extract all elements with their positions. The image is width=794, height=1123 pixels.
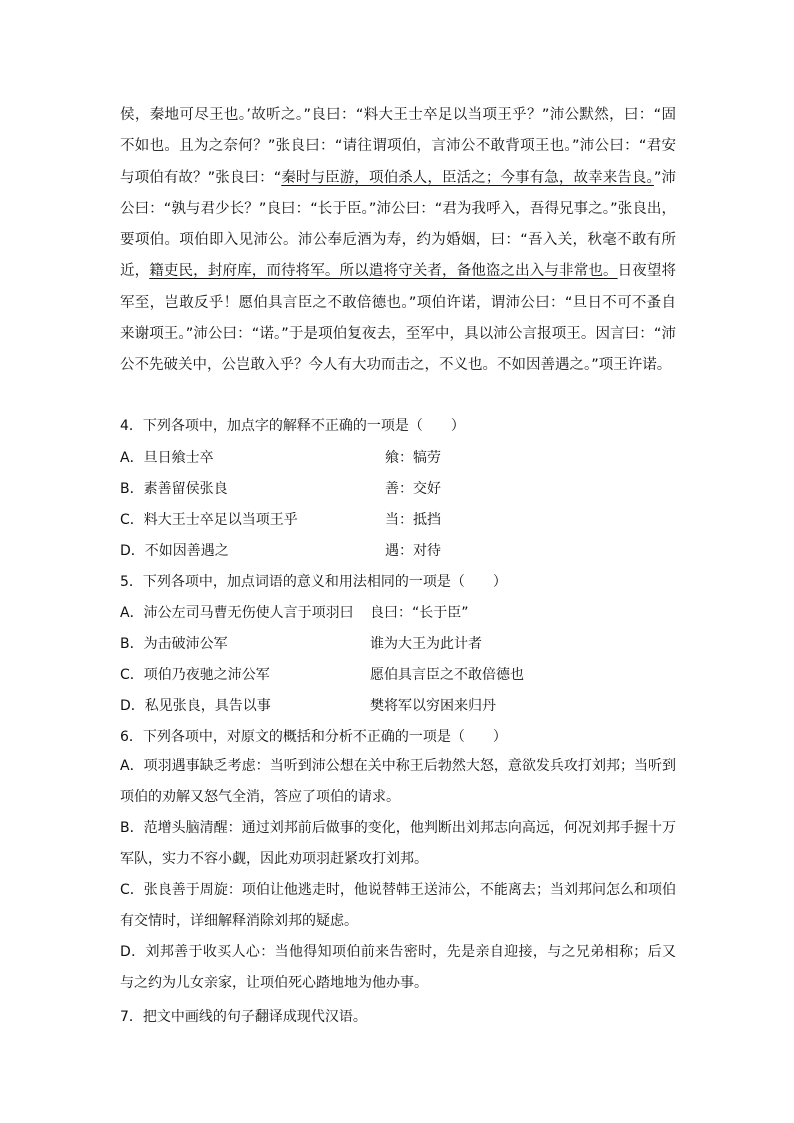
option-left-text: C．料大王士卒足以当项王乎 [120,512,298,528]
question-5-option-c [120,664,524,684]
option-right-text: 樊将军以穷困来归丹 [370,698,496,714]
option-left-text: C．项伯乃夜驰之沛公军 [120,667,270,683]
underlined-sentence-2: 籍吏民，封府库，而待将军。所以遣将守关者，备他盗之出入与非常也。 [149,263,618,280]
question-4-stem: 4．下列各项中，加点字的解释不正确的一项是（ ） [120,418,465,434]
option-left-text: D．私见张良，具告以事 [120,698,271,714]
question-5-stem: 5．下列各项中，加点词语的意义和用法相同的一项是（ ） [120,574,507,590]
question-6-option-d: D．刘邦善于收买人心：当他得知项伯前来告密时，先是亲自迎接，与之兄弟相称；后又与之约为儿女亲家，让项伯死心踏地地为他办事。 [120,944,676,992]
question-6-option-b: B．范增头脑清醒：通过刘邦前后做事的变化，他判断出刘邦志向高远，何况刘邦手握十万军队，实力不容小觑，因此劝项羽赶紧攻打刘邦。 [120,820,676,868]
question-6-option-c: C．张良善于周旋：项伯让他逃走时，他说替韩王送沛公，不能离去；当刘邦问怎么和项伯有交情时，详细解释消除刘邦的疑虑。 [120,882,676,930]
underlined-sentence-1: 秦时与臣游，项伯杀人，臣活之；今事有急，故幸来告良。 [281,169,654,186]
passage-text [120,100,676,382]
option-right-text: 遇：对待 [385,543,441,559]
question-7-stem: 7．把文中画线的句子翻译成现代汉语。 [120,1009,367,1025]
option-right-text: 愿伯具言臣之不敢倍德也 [370,667,524,683]
passage-part-2: ”沛公曰：“孰与君少长？”良曰：“长于臣。”沛公曰：“君为我呼入，吾得兄事之。”张良出，要项伯。项伯即入见沛公。沛公奉卮酒为寿，约为婚姻，曰：“吾入关，秋毫不敢有所近， [120,169,677,280]
option-left-text: A．旦日飨士卒 [120,450,214,466]
question-4-option-b [120,478,441,498]
option-right-text: 当：抵挡 [385,512,441,528]
question-4-option-d [120,540,441,560]
question-5-option-d [120,695,496,715]
question-5-option-b [120,633,482,653]
option-right-text: 飨：犒劳 [385,450,441,466]
option-left-text: D．不如因善遇之 [120,543,229,559]
option-left-text: B．为击破沛公军 [120,636,228,652]
option-left-text: A．沛公左司马曹无伤使人言于项羽曰 [120,605,354,621]
question-6-option-a: A．项羽遇事缺乏考虑：当听到沛公想在关中称王后勃然大怒，意欲发兵攻打刘邦；当听到项伯的劝解又怒气全消，答应了项伯的请求。 [120,758,676,806]
question-4-option-a [120,447,441,467]
option-right-text: 善：交好 [385,481,441,497]
passage-part-3: 日夜望将军至，岂敢反乎！愿伯具言臣之不敢倍德也。”项伯许诺，谓沛公曰：“旦日不可不蚤自来谢项王。”沛公曰：“诺。”于是项伯复夜去，至军中，具以沛公言报项王。因言曰：“沛公不先破关中，公岂敢入乎？今人有大功而击之，不义也。不如因善遇之。”项王许诺。 [120,263,677,374]
option-right-text: 良曰：“长于臣” [370,605,469,621]
question-5-option-a [120,602,469,622]
option-right-text: 谁为大王为此计者 [370,636,482,652]
question-4-option-c [120,509,441,529]
question-6-stem: 6．下列各项中，对原文的概括和分析不正确的一项是（ ） [120,729,507,745]
option-left-text: B．素善留侯张良 [120,481,228,497]
passage-part-1: 侯，秦地可尽王也。’故听之。”良曰：“料大王士卒足以当项王乎？”沛公默然，曰：“固不如也。且为之奈何？”张良曰：“请往谓项伯，言沛公不敢背项王也。”沛公曰：“君安与项伯有故？”张良曰：“ [120,107,676,186]
